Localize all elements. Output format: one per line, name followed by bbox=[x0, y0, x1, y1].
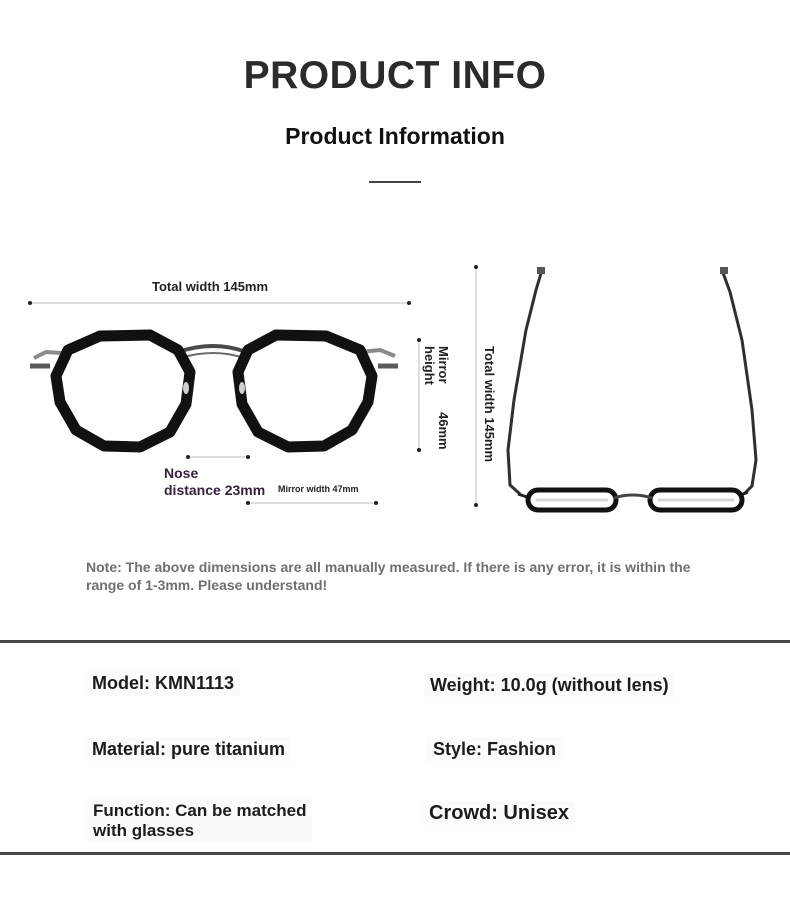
spec-function bbox=[87, 799, 312, 843]
spec-weight: Weight: 10.0g (without lens) bbox=[424, 673, 675, 698]
page-title: PRODUCT INFO bbox=[243, 54, 547, 97]
nose-distance-label-line2: distance 23mm bbox=[164, 482, 266, 498]
nose-distance-label-line1: Nose bbox=[164, 465, 199, 481]
nose-distance-dimension-line bbox=[186, 455, 250, 459]
mirror-height-label bbox=[418, 346, 450, 450]
measurement-note: Note: The above dimensions are all manually measured. If there is any error, it is within the range of 1-3mm. Please understand! bbox=[86, 559, 691, 593]
spec-top-rule bbox=[0, 640, 790, 643]
mirror-height-label-line1: Mirror height bbox=[422, 346, 451, 385]
mirror-width-dimension-line bbox=[246, 501, 378, 505]
spec-style: Style: Fashion bbox=[427, 737, 562, 762]
spec-function-line2: with glasses bbox=[93, 821, 195, 840]
spec-material: Material: pure titanium bbox=[86, 737, 291, 762]
side-total-width-dimension-line bbox=[474, 265, 478, 507]
spec-crowd: Crowd: Unisex bbox=[423, 801, 575, 826]
mirror-width-label: Mirror width 47mm bbox=[278, 484, 359, 494]
total-width-dimension-line bbox=[28, 301, 411, 305]
glasses-front-illustration bbox=[30, 335, 398, 447]
spec-bottom-rule bbox=[0, 852, 790, 855]
total-width-label: Total width 145mm bbox=[152, 279, 269, 294]
spec-model: Model: KMN1113 bbox=[86, 671, 240, 696]
nose-distance-label bbox=[164, 465, 265, 499]
glasses-top-illustration bbox=[508, 267, 756, 510]
spec-function-line1: Function: Can be matched bbox=[93, 801, 307, 820]
page-subtitle: Product Information bbox=[285, 123, 505, 149]
mirror-height-label-line2: 46mm bbox=[436, 412, 451, 450]
side-total-width-label: Total width 145mm bbox=[482, 346, 497, 463]
